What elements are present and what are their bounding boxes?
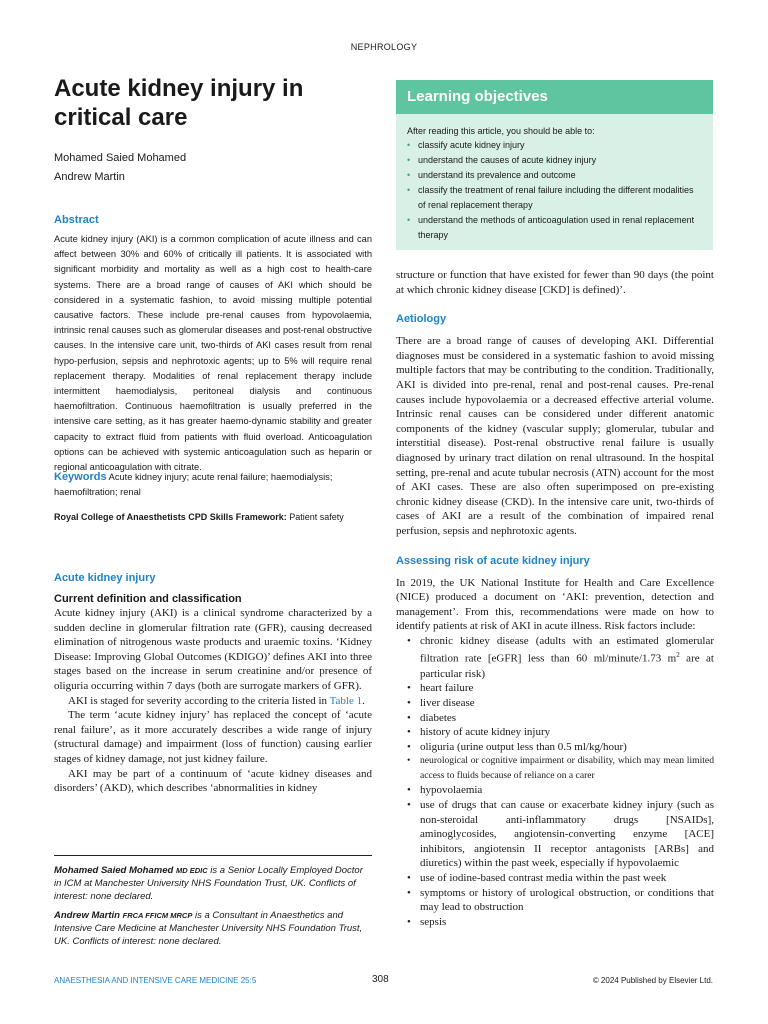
footnote-author-name: Andrew Martin — [54, 910, 120, 921]
learning-objective-item: • classify acute kidney injury — [407, 138, 702, 153]
list-item-text: sepsis — [420, 915, 447, 928]
footnote-divider — [54, 855, 372, 856]
keywords-text: Acute kidney injury; acute renal failure; haemodialysis; haemofiltration; renal — [54, 472, 333, 498]
bullet-icon: • — [407, 872, 411, 885]
list-item — [396, 696, 714, 711]
author-footnote-1 — [54, 864, 372, 903]
section-heading-aetiology: Aetiology — [396, 313, 447, 326]
keywords-heading: Keywords — [54, 471, 107, 483]
learning-objective-item: • understand the causes of acute kidney injury — [407, 153, 702, 168]
bullet-icon: • — [407, 915, 411, 928]
bullet-icon: • — [407, 755, 411, 767]
learning-objectives-box — [396, 80, 713, 250]
list-item-text: hypovolaemia — [420, 784, 483, 797]
footer-journal: ANAESTHESIA AND INTENSIVE CARE MEDICINE 25:5 — [54, 976, 257, 985]
running-header: NEPHROLOGY — [350, 42, 418, 52]
table-1-link[interactable]: Table 1 — [329, 694, 363, 707]
bullet-icon: • — [407, 726, 411, 739]
list-item — [396, 915, 714, 930]
footer-copyright: © 2024 Published by Elsevier Ltd. — [592, 976, 713, 985]
bullet-icon: • — [407, 740, 411, 753]
paragraph: The term ‘acute kidney injury’ has replaced the concept of ‘acute renal failure’, as it more accurately describes a wide range of injury (structural damage) and impairment (loss of function) causing earlier stages of kidney damage, not just kidney failure. — [54, 709, 372, 765]
list-item — [396, 711, 714, 726]
article-title: Acute kidney injury in critical care — [54, 75, 304, 131]
abstract-text: Acute kidney injury (AKI) is a common complication of acute illness and can affect between 30% and 60% of critically ill patients. It is associated with significant morbidity and mortality as well as a high cost to health-care systems. There are a broad range of causes of AKI which should be considered in a systematic fashion, to avoid missing multiple potential causative factors. These include pre-renal causes from hypovolaemia, intrinsic renal causes such as glomerular diseases and post-renal obstructive causes. In the intensive care unit, two-thirds of AKI cases result from renal hypo-perfusion, sepsis and nephrotoxic agents; up to 5% will require renal replacement therapy. Modalities of renal replacement therapy include intermittent haemodialysis, peritoneal dialysis and continuous haemofiltration. Continuous haemofiltration is usually preferred in the intensive care setting, as it has greater haemo-dynamic stability and greater capacity to extract fluid from patients with fluid overload. Anticoagulation options can be achieved with systemic anticoagulation such as heparin or regional anticoagulation with citrate. — [54, 234, 372, 473]
paragraph: In 2019, the UK National Institute for Health and Care Excellence (NICE) produced a document on ‘AKI: prevention, detection and management’. From this, recommendations were made on how to identify patients at risk of AKI in acute illness. Risk factors include: — [396, 576, 714, 633]
bullet-icon: • — [407, 634, 411, 647]
list-item-text: are at particular risk) — [420, 653, 714, 680]
list-item — [396, 634, 714, 681]
footnote-author-name: Mohamed Saied Mohamed — [54, 865, 174, 876]
learning-objectives-title: Learning objectives — [396, 80, 713, 114]
paragraph: AKI may be part of a continuum of ‘acute kidney diseases and disorders’ (AKD), which describes ‘abnormalities in kidney — [54, 767, 372, 795]
paragraph-table-ref — [54, 694, 372, 709]
superscript: 2 — [676, 651, 680, 660]
bullet-icon: • — [407, 711, 411, 724]
list-item-text: use of iodine-based contrast media within the past week — [420, 872, 667, 885]
learning-objectives-intro: After reading this article, you should be able to: — [407, 126, 595, 136]
author-1: Mohamed Saied Mohamed — [54, 152, 187, 164]
list-item — [396, 783, 714, 798]
paragraph-text: . — [362, 694, 365, 707]
author-footnote-2 — [54, 909, 372, 948]
list-item-text: diabetes — [420, 711, 457, 724]
list-item — [396, 740, 714, 755]
list-item-text: use of drugs that can cause or exacerbate kidney injury (such as non-steroidal anti-inflammatory drugs [NSAIDs], aminoglycosides, angiotensin-converting enzyme [ACE] inhibitors, angiotensin II receptor antagonists [ARBs] and diuretics) within the past week, especially if hypovolaemic — [420, 799, 714, 870]
list-item — [396, 681, 714, 696]
cpd-framework — [54, 512, 344, 522]
keywords — [54, 470, 372, 500]
list-item-text: oliguria (urine output less than 0.5 ml/kg/hour) — [420, 740, 627, 753]
footnote-text: is a Senior Locally Employed Doctor in ICM at Manchester University NHS Foundation Trust, UK. Conflicts of interest: none declared. — [54, 865, 363, 902]
list-item — [396, 725, 714, 740]
list-item — [396, 871, 714, 886]
subheading-definition: Current definition and classification — [54, 593, 242, 605]
list-item — [396, 798, 714, 871]
learning-objectives-list — [407, 138, 702, 243]
abstract-heading: Abstract — [54, 214, 99, 226]
list-item-text: liver disease — [420, 696, 475, 709]
paragraph: Acute kidney injury (AKI) is a clinical syndrome characterized by a sudden decline in glomerular filtration rate (GFR), causing decreased elimination of nitrogenous waste products and uraemic toxins. ‘Kidney Disease: Improving Global Outcomes (KDIGO)’ defines AKI into three stages based on the increase in serum creatinine and/or presence of oliguria occurring within 7 days (both are surrogate markers of GFR). — [54, 607, 372, 692]
list-item-text: history of acute kidney injury — [420, 726, 551, 739]
right-column-body — [396, 268, 714, 929]
footnote-author-qualifications: MD EDIC — [175, 866, 208, 875]
left-column-body — [54, 572, 372, 796]
bullet-icon: • — [407, 682, 411, 695]
list-item — [396, 886, 714, 915]
author-2: Andrew Martin — [54, 171, 125, 183]
paragraph-text: AKI is staged for severity according to the criteria listed in — [68, 694, 328, 707]
list-item-text: symptoms or history of urological obstruction, or conditions that may lead to obstruction — [420, 886, 714, 914]
footnote-author-qualifications: FRCA FFICM MRCP — [122, 911, 193, 920]
bullet-icon: • — [407, 696, 411, 709]
list-item — [396, 754, 714, 783]
list-item-text: heart failure — [420, 682, 474, 695]
bullet-icon: • — [407, 886, 411, 899]
list-item-text: neurological or cognitive impairment or disability, which may mean limited access to fluids because of reliance on a carer — [420, 755, 714, 781]
paragraph: There are a broad range of causes of developing AKI. Differential diagnoses must be considered in a systematic fashion to avoid missing multiple factors that may be contributing to the condition. Traditionally, AKI is divided into pre-renal, renal and post-renal causes. Pre-renal causes include hypovolaemia or a decreased effective arterial volume. Intrinsic renal causes can be considered under different anatomic components of the kidney (vascular supply; glomerular, tubular and interstitial disease). Post-renal obstructive renal failure is usually diagnosed by urinary tract dilation on renal ultrasound. In the hospital setting, pre-renal and acute tubular necrosis (ATN) account for the most of AKI cases. These are also often superimposed on pre-existing chronic kidney disease (CKD). In the intensive care unit, two-thirds of cases of AKI are a result of the combination of impaired renal perfusion, sepsis and nephrotoxic agents. — [396, 335, 714, 537]
risk-factors-list — [396, 634, 714, 930]
learning-objective-item: • understand the methods of anticoagulation used in renal replacement therapy — [407, 213, 702, 243]
learning-objective-item: • understand its prevalence and outcome — [407, 168, 702, 183]
footer-page-number: 308 — [372, 974, 389, 985]
bullet-icon: • — [407, 799, 411, 812]
cpd-value: Patient safety — [289, 512, 344, 522]
bullet-icon: • — [407, 784, 411, 797]
paragraph-continuation: structure or function that have existed for fewer than 90 days (the point at which chronic kidney disease [CKD] is defined)’. — [396, 269, 714, 296]
section-heading-risk: Assessing risk of acute kidney injury — [396, 554, 590, 567]
list-item-text: chronic kidney disease (adults with an estimated glomerular filtration rate [eGFR] less than 60 ml/minute/1.73 m — [420, 634, 714, 666]
cpd-label: Royal College of Anaesthetists CPD Skills Framework: — [54, 512, 287, 522]
section-heading-aki: Acute kidney injury — [54, 572, 156, 584]
footnote-text: is a Consultant in Anaesthetics and Intensive Care Medicine at Manchester University NHS Foundation Trust, UK. Conflicts of interest: none declared. — [54, 910, 363, 947]
learning-objective-item: • classify the treatment of renal failure including the different modalities of renal replacement therapy — [407, 183, 702, 213]
